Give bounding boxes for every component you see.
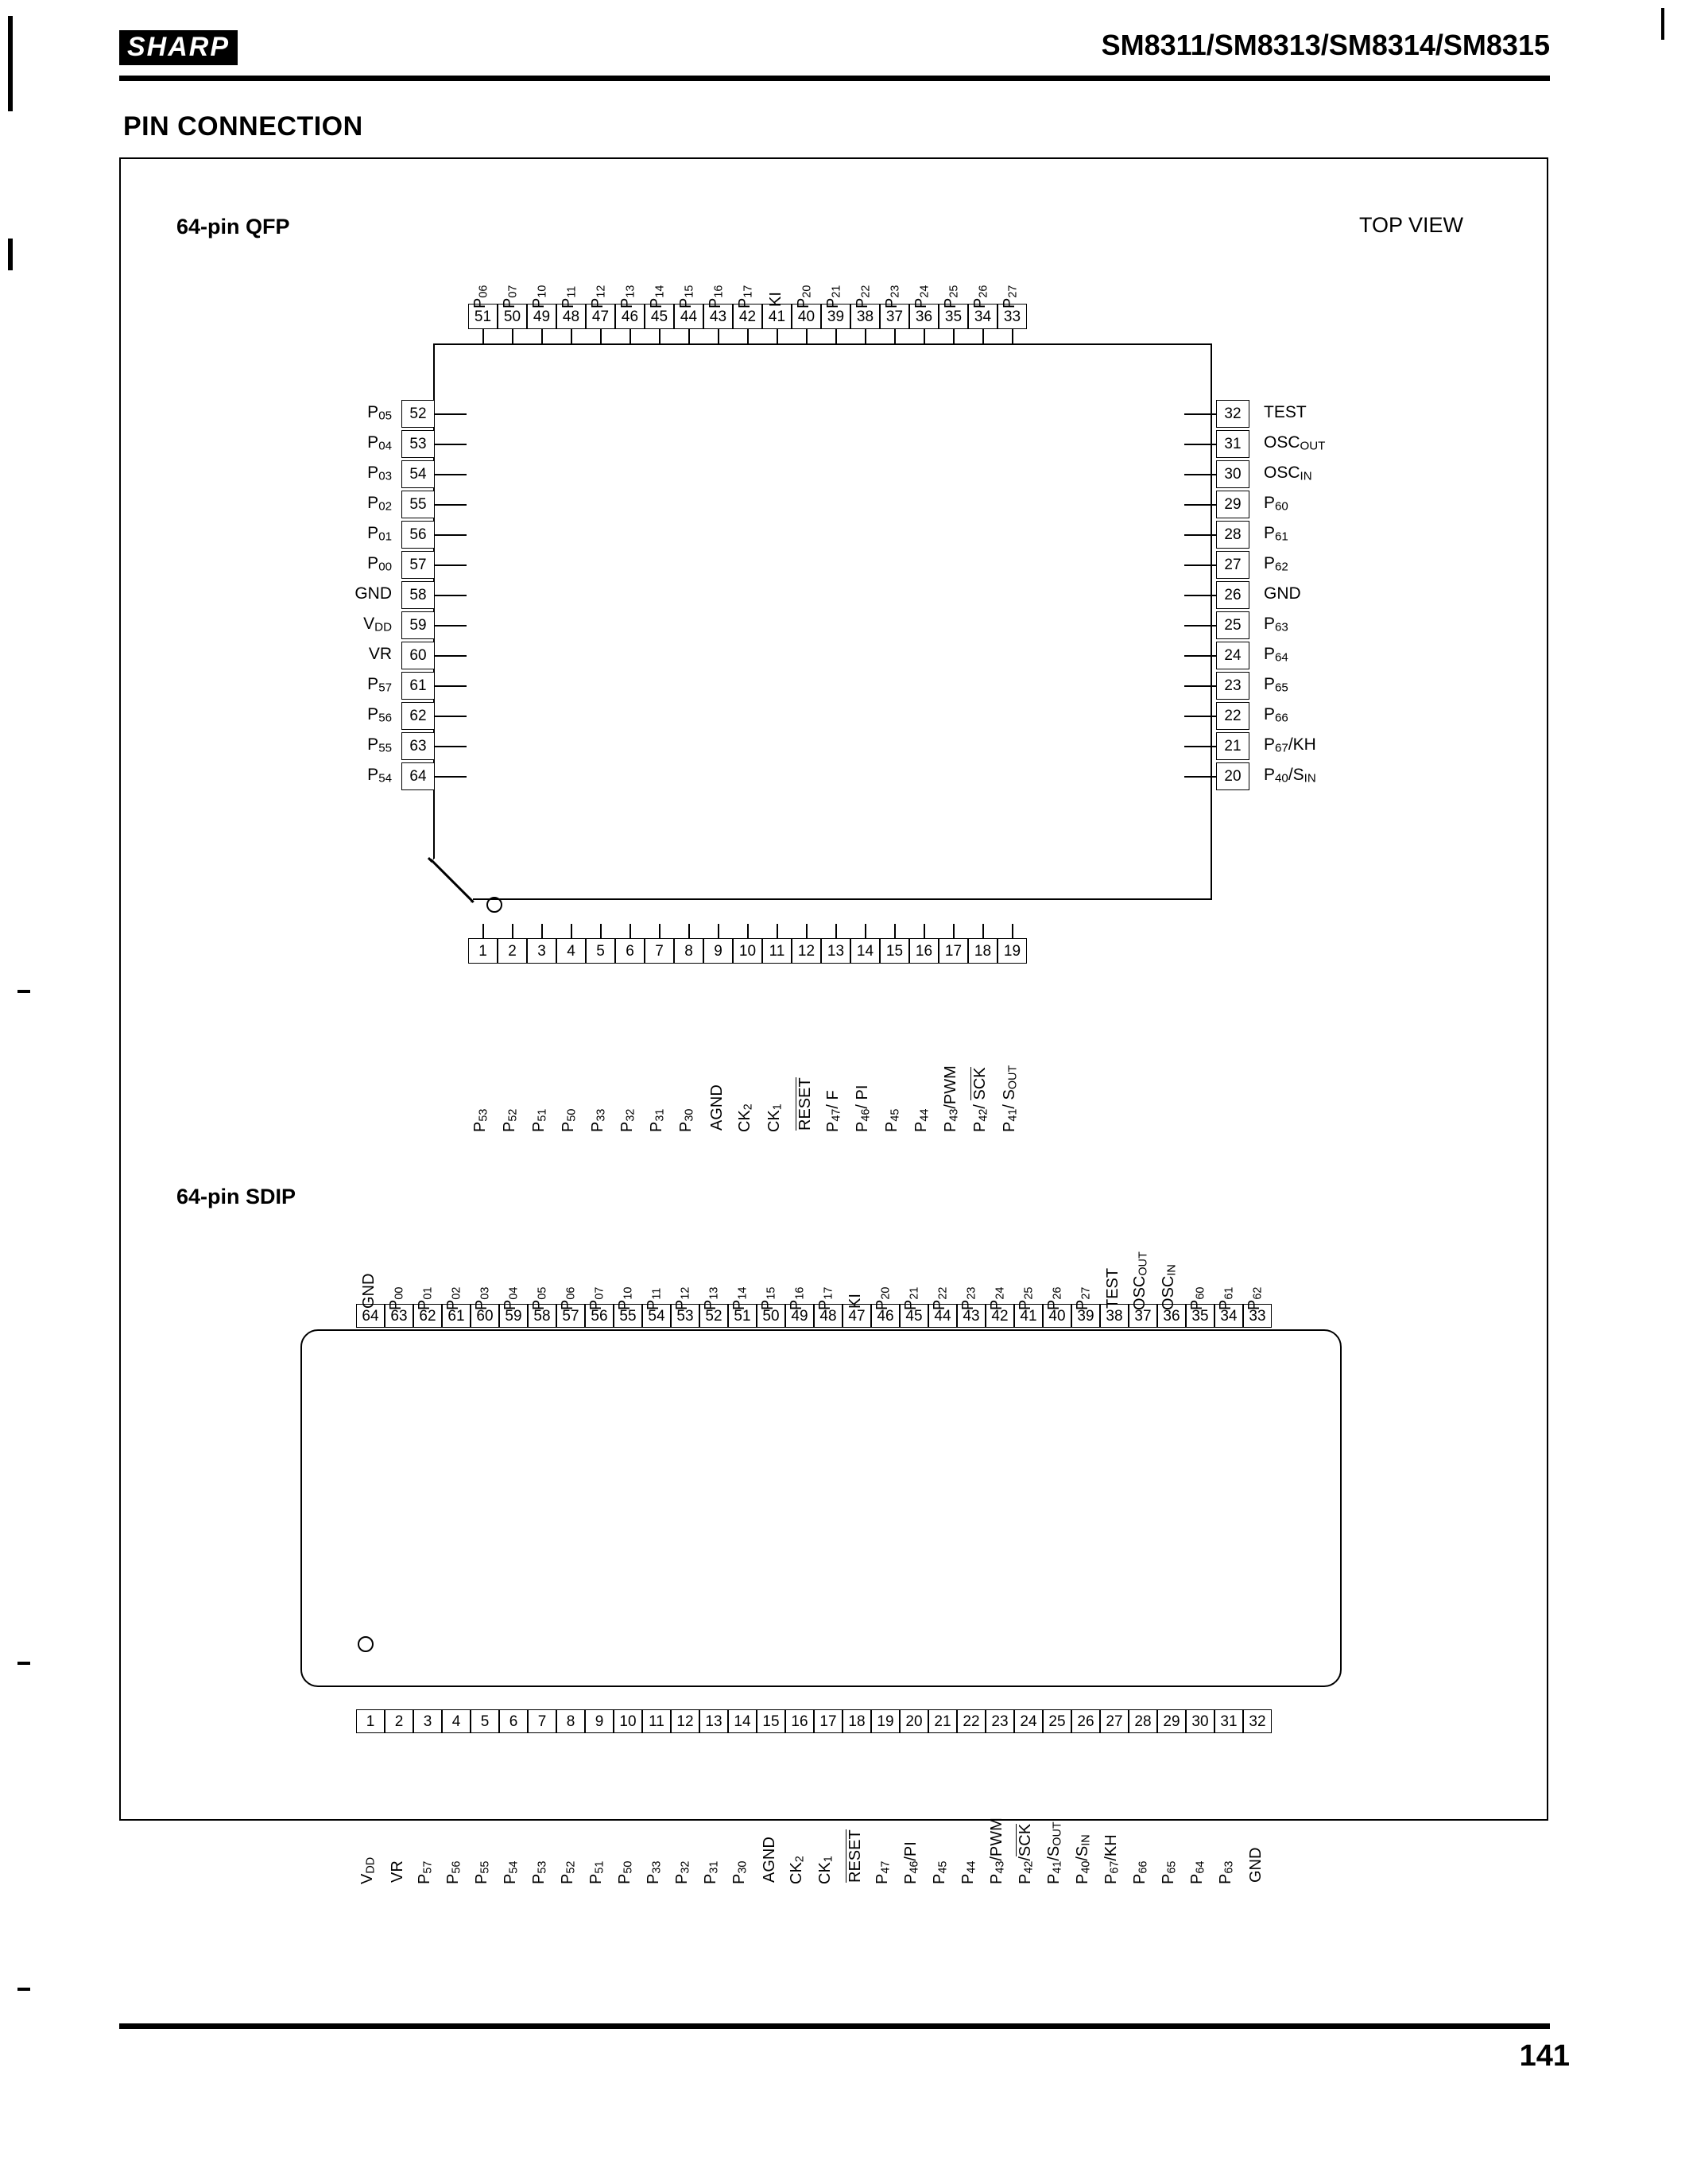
sdip-top-pin-name: P12	[673, 1286, 692, 1310]
sdip-bottom-pin-name: VR	[389, 1860, 406, 1883]
qfp-bottom-pin-number: 15	[880, 938, 909, 964]
qfp-bottom-pin-number: 7	[645, 938, 674, 964]
sdip-top-pin-number: 42	[986, 1304, 1014, 1328]
qfp-top-pin-number: 36	[909, 304, 939, 329]
qfp-package-label: 64-pin QFP	[176, 215, 290, 239]
sdip-top-pin-name: P62	[1245, 1286, 1265, 1310]
sdip-top-pin-number: 33	[1243, 1304, 1272, 1328]
sdip-top-pin-name: P16	[788, 1286, 807, 1310]
qfp-bottom-pin-number: 17	[939, 938, 968, 964]
qfp-left-pin-name: P05	[367, 403, 392, 423]
qfp-right-pin-number: 30	[1216, 460, 1249, 488]
qfp-left-pin-number: 60	[401, 642, 435, 669]
sdip-top-pin-number: 39	[1071, 1304, 1100, 1328]
sdip-bottom-pin-number: 14	[728, 1709, 757, 1733]
sdip-top-pin-number: 55	[614, 1304, 642, 1328]
qfp-right-pin-name: OSCOUT	[1264, 433, 1326, 453]
sdip-top-pin-number: 48	[814, 1304, 843, 1328]
qfp-top-pin-number: 50	[498, 304, 527, 329]
qfp-bottom-pin-number: 12	[792, 938, 821, 964]
qfp-top-pin-number: 33	[998, 304, 1027, 329]
sdip-top-pin-number: 52	[699, 1304, 728, 1328]
qfp-bottom-pin-name: P33	[588, 1108, 608, 1132]
sdip-bottom-pin-name: RESET	[846, 1829, 864, 1883]
qfp-left-pin-number: 62	[401, 702, 435, 730]
qfp-right-pin-name: P67/KH	[1264, 735, 1316, 755]
sdip-bottom-pin-name: P33	[645, 1860, 664, 1884]
sdip-bottom-pin-name: P64	[1188, 1860, 1207, 1884]
qfp-left-pin-number: 58	[401, 581, 435, 609]
scan-mark	[1661, 8, 1664, 40]
sdip-bottom-pin-name: P55	[473, 1860, 492, 1884]
sdip-bottom-pin-name: P57	[416, 1860, 435, 1884]
sdip-top-pin-name: P20	[874, 1286, 893, 1310]
sdip-bottom-pin-name: P47	[874, 1860, 893, 1884]
scan-mark	[8, 239, 13, 270]
qfp-right-pin-name: OSCIN	[1264, 464, 1312, 483]
sdip-bottom-pin-number: 20	[900, 1709, 928, 1733]
sdip-top-pin-name: P03	[473, 1286, 492, 1310]
sdip-top-pin-name: P11	[645, 1287, 664, 1310]
sdip-bottom-pin-number: 23	[986, 1709, 1014, 1733]
sdip-top-pin-number: 41	[1014, 1304, 1043, 1328]
sdip-top-pin-number: 56	[585, 1304, 614, 1328]
qfp-left-pin-name: P01	[367, 524, 392, 544]
sdip-bottom-pin-name: P52	[559, 1860, 578, 1884]
qfp-bottom-pin-number: 19	[998, 938, 1027, 964]
qfp-top-pin-number: 49	[527, 304, 556, 329]
qfp-left-pin-number: 55	[401, 491, 435, 518]
sdip-bottom-pin-number: 17	[814, 1709, 843, 1733]
qfp-top-pin-number: 39	[821, 304, 850, 329]
qfp-top-pin-number: 34	[968, 304, 998, 329]
qfp-bottom-pin-number: 13	[821, 938, 850, 964]
scan-mark	[17, 990, 30, 993]
sdip-bottom-pin-number: 27	[1100, 1709, 1129, 1733]
qfp-left-pin-number: 64	[401, 762, 435, 790]
qfp-left-pin-name: VR	[368, 645, 392, 663]
qfp-left-pin-number: 53	[401, 430, 435, 458]
sdip-top-pin-number: 60	[471, 1304, 499, 1328]
qfp-top-pin-name: P06	[471, 285, 490, 308]
sdip-top-pin-number: 57	[556, 1304, 585, 1328]
sdip-bottom-pin-number: 28	[1129, 1709, 1157, 1733]
qfp-top-pin-name: P16	[706, 285, 726, 308]
sdip-bottom-pin-name: P42/SCK	[1017, 1823, 1036, 1884]
qfp-bottom-pin-name: P30	[676, 1108, 696, 1132]
sdip-top-pin-number: 43	[957, 1304, 986, 1328]
sdip-bottom-pin-number: 26	[1071, 1709, 1100, 1733]
sdip-bottom-pin-name: AGND	[761, 1837, 778, 1883]
qfp-top-pin-name: P10	[529, 285, 549, 308]
sdip-bottom-pin-number: 30	[1186, 1709, 1214, 1733]
sdip-top-pin-name: P21	[902, 1286, 921, 1310]
sdip-top-pin-number: 62	[413, 1304, 442, 1328]
qfp-left-pin-name: VDD	[363, 615, 392, 634]
qfp-top-pin-number: 51	[468, 304, 498, 329]
sdip-top-pin-name: P61	[1217, 1286, 1236, 1310]
qfp-right-pin-name: P60	[1264, 494, 1288, 514]
sdip-bottom-pin-name: CK1	[816, 1856, 835, 1884]
sdip-bottom-pin-name: P65	[1160, 1860, 1179, 1884]
qfp-top-pin-name: P14	[647, 285, 667, 308]
qfp-bottom-pin-number: 4	[556, 938, 586, 964]
qfp-top-pin-number: 43	[703, 304, 733, 329]
qfp-bottom-pin-name: P50	[559, 1108, 579, 1132]
qfp-left-pin-name: P55	[367, 735, 392, 755]
sdip-top-pin-name: P14	[730, 1286, 750, 1310]
sdip-top-pin-name: P27	[1074, 1286, 1093, 1310]
qfp-left-pin-number: 59	[401, 611, 435, 639]
qfp-right-pin-name: GND	[1264, 584, 1301, 603]
qfp-bottom-pin-number: 5	[586, 938, 615, 964]
qfp-bottom-pin-name: P41/ SOUT	[1000, 1065, 1020, 1132]
sdip-top-pin-name: P06	[559, 1286, 578, 1310]
sdip-top-pin-number: 59	[499, 1304, 528, 1328]
qfp-view-label: TOP VIEW	[1359, 213, 1464, 237]
qfp-right-pin-name: P40/SIN	[1264, 766, 1316, 786]
sdip-top-pin-number: 49	[785, 1304, 814, 1328]
qfp-bottom-pin-number: 16	[909, 938, 939, 964]
sdip-top-pin-name: TEST	[1104, 1267, 1121, 1309]
sdip-top-pin-name: P13	[702, 1286, 721, 1310]
qfp-bottom-pin-name: P51	[529, 1108, 549, 1132]
sdip-top-pin-number: 45	[900, 1304, 928, 1328]
qfp-right-pin-name: P66	[1264, 705, 1288, 725]
sdip-bottom-pin-number: 21	[928, 1709, 957, 1733]
qfp-bottom-pin-number: 8	[674, 938, 703, 964]
scan-mark	[17, 1662, 30, 1665]
sdip-top-pin-name: P07	[587, 1286, 606, 1310]
qfp-right-pin-name: P65	[1264, 675, 1288, 695]
qfp-top-pin-name: P17	[735, 285, 755, 308]
qfp-bottom-pin-number: 6	[615, 938, 645, 964]
qfp-bottom-pin-number: 11	[762, 938, 792, 964]
sdip-top-pin-number: 34	[1214, 1304, 1243, 1328]
sdip-bottom-pin-number: 32	[1243, 1709, 1272, 1733]
qfp-left-pin-number: 56	[401, 521, 435, 549]
qfp-bottom-pin-number: 14	[850, 938, 880, 964]
sdip-bottom-pin-name: P54	[502, 1860, 521, 1884]
qfp-right-pin-number: 20	[1216, 762, 1249, 790]
sdip-top-pin-number: 54	[642, 1304, 671, 1328]
sdip-bottom-pin-number: 3	[413, 1709, 442, 1733]
page-number: 141	[1519, 2039, 1570, 2073]
qfp-bottom-pin-name: P43/PWM	[941, 1065, 961, 1132]
qfp-left-pin-name: P57	[367, 675, 392, 695]
qfp-bottom-pin-number: 18	[968, 938, 998, 964]
qfp-top-pin-name: P27	[1000, 285, 1020, 308]
sdip-bottom-pin-name: P46/PI	[902, 1841, 921, 1884]
sdip-top-pin-name: OSCOUT	[1131, 1251, 1150, 1310]
sdip-bottom-pin-name: VDD	[358, 1856, 378, 1884]
part-number-title: SM8311/SM8313/SM8314/SM8315	[1101, 29, 1550, 61]
sdip-bottom-pin-number: 9	[585, 1709, 614, 1733]
sdip-top-pin-name: P60	[1188, 1286, 1207, 1310]
sdip-top-pin-number: 47	[843, 1304, 871, 1328]
sdip-bottom-pin-name: P45	[931, 1860, 950, 1884]
qfp-right-pin-number: 22	[1216, 702, 1249, 730]
sdip-bottom-pin-number: 10	[614, 1709, 642, 1733]
sdip-bottom-pin-number: 24	[1014, 1709, 1043, 1733]
sdip-top-pin-number: 46	[871, 1304, 900, 1328]
qfp-top-pin-name: P24	[912, 285, 932, 308]
sdip-bottom-pin-name: CK2	[788, 1856, 807, 1884]
qfp-top-pin-name: P25	[941, 285, 961, 308]
qfp-top-pin-number: 46	[615, 304, 645, 329]
scan-mark	[8, 16, 13, 111]
qfp-left-pin-name: P56	[367, 705, 392, 725]
sdip-package-body	[300, 1329, 1342, 1687]
qfp-top-pin-number: 45	[645, 304, 674, 329]
sdip-bottom-pin-name: P56	[444, 1860, 463, 1884]
qfp-right-pin-name: P61	[1264, 524, 1288, 544]
qfp-top-pin-name: KI	[766, 292, 784, 307]
qfp-bottom-pin-name: P32	[618, 1108, 637, 1132]
pin1-indicator-dot	[358, 1636, 374, 1652]
sdip-top-pin-name: P24	[988, 1286, 1007, 1310]
sdip-top-pin-number: 35	[1186, 1304, 1214, 1328]
qfp-top-pin-name: P12	[588, 285, 608, 308]
qfp-right-pin-number: 23	[1216, 672, 1249, 700]
sdip-bottom-pin-name: P41/SOUT	[1045, 1821, 1064, 1884]
qfp-left-pin-name: P04	[367, 433, 392, 453]
sdip-top-pin-number: 61	[442, 1304, 471, 1328]
qfp-top-pin-number: 37	[880, 304, 909, 329]
sdip-top-pin-name: P22	[931, 1286, 950, 1310]
qfp-right-pin-name: P64	[1264, 645, 1288, 665]
sdip-top-pin-number: 36	[1157, 1304, 1186, 1328]
sdip-top-pin-name: P15	[759, 1286, 778, 1310]
sdip-bottom-pin-number: 18	[843, 1709, 871, 1733]
qfp-top-pin-name: P20	[794, 285, 814, 308]
sdip-top-pin-name: P25	[1017, 1286, 1036, 1310]
sdip-top-pin-name: P04	[502, 1286, 521, 1310]
qfp-bottom-pin-name: P31	[647, 1108, 667, 1132]
sdip-bottom-pin-number: 25	[1043, 1709, 1071, 1733]
qfp-bottom-pin-name: P47/ F	[823, 1090, 843, 1132]
qfp-left-pin-name: P03	[367, 464, 392, 483]
qfp-top-pin-number: 40	[792, 304, 821, 329]
sdip-top-pin-name: P02	[444, 1286, 463, 1310]
sdip-bottom-pin-name: P63	[1217, 1860, 1236, 1884]
sdip-bottom-pin-number: 11	[642, 1709, 671, 1733]
qfp-right-pin-number: 32	[1216, 400, 1249, 428]
footer-divider	[119, 2023, 1550, 2029]
qfp-top-pin-name: P11	[559, 285, 579, 308]
sdip-bottom-pin-number: 2	[385, 1709, 413, 1733]
qfp-right-pin-number: 21	[1216, 732, 1249, 760]
sdip-bottom-pin-name: P44	[959, 1860, 978, 1884]
qfp-top-pin-number: 38	[850, 304, 880, 329]
sdip-top-pin-name: P26	[1045, 1286, 1064, 1310]
qfp-bottom-pin-name: AGND	[707, 1084, 726, 1131]
qfp-top-pin-name: P13	[618, 285, 637, 308]
qfp-left-pin-number: 57	[401, 551, 435, 579]
qfp-left-pin-number: 52	[401, 400, 435, 428]
qfp-bottom-pin-name: P46/ PI	[853, 1084, 873, 1132]
sdip-top-pin-name: P05	[530, 1286, 549, 1310]
qfp-bottom-pin-number: 9	[703, 938, 733, 964]
qfp-top-pin-number: 41	[762, 304, 792, 329]
sdip-top-pin-name: KI	[846, 1294, 864, 1309]
sdip-top-pin-number: 40	[1043, 1304, 1071, 1328]
sdip-bottom-pin-number: 16	[785, 1709, 814, 1733]
sdip-top-pin-name: P10	[616, 1286, 635, 1310]
sdip-top-pin-name: GND	[360, 1273, 378, 1309]
qfp-right-pin-name: TEST	[1264, 403, 1307, 421]
qfp-top-pin-number: 48	[556, 304, 586, 329]
qfp-bottom-pin-name: P44	[912, 1108, 932, 1132]
sdip-bottom-pin-number: 22	[957, 1709, 986, 1733]
sdip-top-pin-number: 44	[928, 1304, 957, 1328]
sdip-package-label: 64-pin SDIP	[176, 1185, 296, 1208]
sharp-logo: SHARP	[119, 30, 238, 65]
qfp-right-pin-number: 31	[1216, 430, 1249, 458]
qfp-bottom-pin-name: CK2	[735, 1104, 755, 1132]
sdip-bottom-pin-number: 4	[442, 1709, 471, 1733]
qfp-right-pin-name: P62	[1264, 554, 1288, 574]
sdip-bottom-pin-name: P31	[702, 1860, 721, 1884]
sdip-top-pin-number: 63	[385, 1304, 413, 1328]
sdip-top-pin-number: 38	[1100, 1304, 1129, 1328]
sdip-bottom-pin-number: 12	[671, 1709, 699, 1733]
qfp-top-pin-name: P23	[882, 285, 902, 308]
page-title: PIN CONNECTION	[123, 111, 363, 142]
sdip-top-pin-name: P23	[959, 1286, 978, 1310]
sdip-top-pin-number: 64	[356, 1304, 385, 1328]
sdip-top-pin-name: P01	[416, 1286, 435, 1310]
sdip-bottom-pin-number: 6	[499, 1709, 528, 1733]
qfp-top-pin-number: 42	[733, 304, 762, 329]
qfp-left-pin-name: P54	[367, 766, 392, 786]
qfp-bottom-pin-name: P52	[500, 1108, 520, 1132]
sdip-top-pin-name: P17	[816, 1286, 835, 1310]
qfp-right-pin-number: 24	[1216, 642, 1249, 669]
sdip-bottom-pin-name: P32	[673, 1860, 692, 1884]
qfp-bottom-pin-name: RESET	[796, 1077, 814, 1131]
sdip-top-pin-number: 53	[671, 1304, 699, 1328]
qfp-bottom-pin-name: P42/ SCK	[970, 1067, 990, 1132]
sdip-bottom-pin-number: 31	[1214, 1709, 1243, 1733]
qfp-bottom-pin-number: 2	[498, 938, 527, 964]
scan-mark	[17, 1988, 30, 1991]
sdip-top-pin-name: P00	[387, 1286, 406, 1310]
sdip-top-pin-number: 37	[1129, 1304, 1157, 1328]
qfp-right-pin-number: 28	[1216, 521, 1249, 549]
qfp-right-pin-name: P63	[1264, 615, 1288, 634]
sdip-bottom-pin-name: P30	[730, 1860, 750, 1884]
qfp-top-pin-name: P26	[970, 285, 990, 308]
qfp-top-pin-number: 44	[674, 304, 703, 329]
qfp-top-pin-name: P22	[853, 285, 873, 308]
sdip-bottom-pin-name: P66	[1131, 1860, 1150, 1884]
sdip-bottom-pin-name: P50	[616, 1860, 635, 1884]
sdip-bottom-pin-name: P43/PWM	[988, 1817, 1007, 1884]
qfp-top-pin-name: P21	[823, 285, 843, 308]
qfp-bottom-pin-number: 10	[733, 938, 762, 964]
sdip-bottom-pin-number: 8	[556, 1709, 585, 1733]
qfp-left-pin-number: 54	[401, 460, 435, 488]
qfp-bottom-pin-name: CK1	[765, 1104, 784, 1132]
sdip-bottom-pin-name: P53	[530, 1860, 549, 1884]
qfp-bottom-pin-number: 3	[527, 938, 556, 964]
qfp-bottom-pin-name: P53	[471, 1108, 490, 1132]
qfp-left-pin-number: 63	[401, 732, 435, 760]
sdip-bottom-pin-number: 1	[356, 1709, 385, 1733]
sdip-bottom-pin-number: 5	[471, 1709, 499, 1733]
sdip-bottom-pin-number: 7	[528, 1709, 556, 1733]
sdip-bottom-pin-number: 29	[1157, 1709, 1186, 1733]
sdip-bottom-pin-name: P67/KH	[1102, 1834, 1121, 1884]
sdip-bottom-pin-name: GND	[1247, 1847, 1265, 1883]
qfp-right-pin-number: 26	[1216, 581, 1249, 609]
qfp-left-pin-name: GND	[354, 584, 392, 603]
sdip-bottom-pin-number: 19	[871, 1709, 900, 1733]
sdip-bottom-pin-number: 13	[699, 1709, 728, 1733]
qfp-left-pin-name: P02	[367, 494, 392, 514]
sdip-top-pin-name: OSCIN	[1160, 1264, 1179, 1310]
qfp-top-pin-name: P15	[676, 285, 696, 308]
qfp-right-pin-number: 25	[1216, 611, 1249, 639]
sdip-bottom-pin-name: P51	[587, 1860, 606, 1884]
qfp-top-pin-number: 47	[586, 304, 615, 329]
sdip-bottom-pin-number: 15	[757, 1709, 785, 1733]
qfp-bottom-pin-name: P45	[882, 1108, 902, 1132]
sdip-top-pin-number: 51	[728, 1304, 757, 1328]
qfp-right-pin-number: 29	[1216, 491, 1249, 518]
qfp-left-pin-number: 61	[401, 672, 435, 700]
sdip-bottom-pin-name: P40/SIN	[1074, 1834, 1093, 1884]
qfp-bottom-pin-number: 1	[468, 938, 498, 964]
sdip-top-pin-number: 50	[757, 1304, 785, 1328]
sdip-top-pin-number: 58	[528, 1304, 556, 1328]
qfp-top-pin-name: P07	[500, 285, 520, 308]
qfp-left-pin-name: P00	[367, 554, 392, 574]
qfp-top-pin-number: 35	[939, 304, 968, 329]
qfp-right-pin-number: 27	[1216, 551, 1249, 579]
